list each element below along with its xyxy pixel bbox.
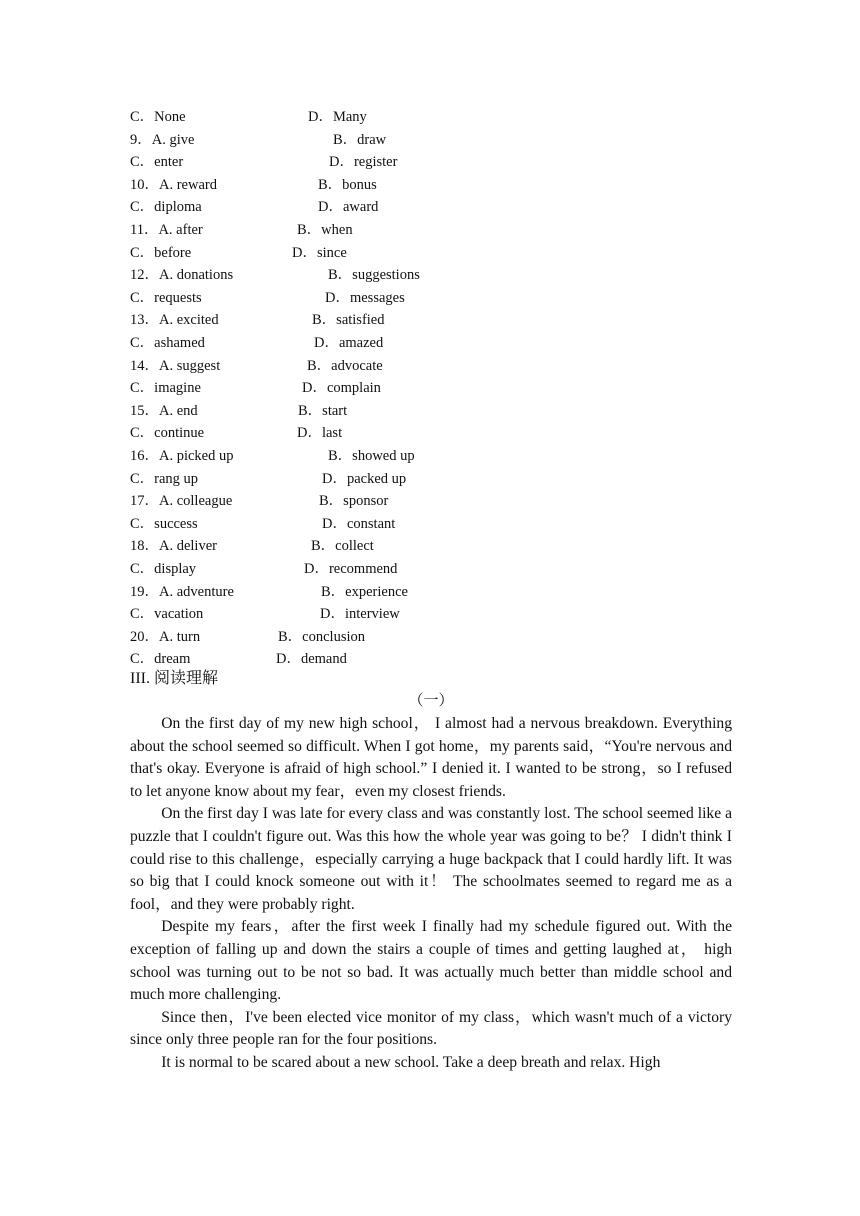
option-right: D．amazed xyxy=(314,335,384,351)
option-row xyxy=(0,445,860,467)
option-row xyxy=(0,422,860,444)
option-right: D．messages xyxy=(325,289,405,306)
option-row xyxy=(0,377,860,399)
option-left: C．continue xyxy=(130,425,205,442)
option-left: C．rang up xyxy=(130,470,199,487)
option-row xyxy=(0,106,860,128)
option-right: B．experience xyxy=(321,583,408,600)
passage-paragraph: Despite my fears，after the first week I finally had my schedule figured out. With the exception of falling up and down the stairs a couple of times and getting laughed at， high school was turning out to be not so bad. It was actually much better than middle school and much more challenging. xyxy=(130,918,732,1004)
option-left: 20．A. turn xyxy=(130,628,201,645)
option-row xyxy=(0,513,860,535)
option-row xyxy=(0,490,860,512)
option-right: B．suggestions xyxy=(328,267,420,284)
option-right: D．award xyxy=(318,199,379,216)
option-row xyxy=(0,581,860,603)
option-row xyxy=(0,648,860,670)
option-row xyxy=(0,264,860,286)
option-left: 9．A. give xyxy=(130,131,195,148)
option-right: D．complain xyxy=(302,380,381,397)
option-right: D．constant xyxy=(322,515,396,532)
option-left: 17．A. colleague xyxy=(130,493,233,510)
option-left: 18．A. deliver xyxy=(130,538,217,555)
option-left: C．dream xyxy=(130,651,191,668)
option-row xyxy=(0,535,860,557)
option-row xyxy=(0,129,860,151)
option-left: 12．A. donations xyxy=(130,267,234,284)
option-row xyxy=(0,309,860,331)
option-right: D．last xyxy=(297,425,343,442)
option-right: B．conclusion xyxy=(278,628,365,645)
option-right: B．satisfied xyxy=(312,312,385,329)
option-left: C．vacation xyxy=(130,606,204,623)
option-row xyxy=(0,558,860,580)
option-row xyxy=(0,174,860,196)
section-title: III. 阅读理解 xyxy=(130,670,218,687)
option-row xyxy=(0,355,860,377)
option-right: B．collect xyxy=(311,538,374,555)
option-right: D．Many xyxy=(308,109,367,125)
option-left: 14．A. suggest xyxy=(130,357,221,374)
option-left: C．enter xyxy=(130,154,184,171)
option-right: B．start xyxy=(298,402,348,419)
option-left: C．before xyxy=(130,244,192,261)
option-row xyxy=(0,626,860,648)
option-left: C．display xyxy=(130,561,197,577)
option-right: D．since xyxy=(292,244,347,261)
passage-paragraph: On the first day of my new high school， I almost had a nervous breakdown. Everything about the school seemed so difficult. When I got home，my parents said，“You're nervous and that's okay. Everyone is afraid of high school.” I denied it. I wanted to be strong，so I refused to let anyone know about my fear，even my closest friends. xyxy=(130,715,732,800)
option-right: B．showed up xyxy=(328,448,415,464)
option-left: 11．A. after xyxy=(130,222,203,238)
option-row xyxy=(0,287,860,309)
option-row xyxy=(0,219,860,241)
option-left: C．success xyxy=(130,515,198,532)
option-right: B．sponsor xyxy=(319,493,389,510)
option-right: B．draw xyxy=(333,131,387,148)
passage-heading: （一） xyxy=(408,693,454,709)
option-left: 16．A. picked up xyxy=(130,448,234,464)
option-row xyxy=(0,400,860,422)
option-left: C．diploma xyxy=(130,199,202,216)
option-left: 19．A. adventure xyxy=(130,583,234,600)
reading-passage xyxy=(130,713,732,1075)
option-left: C．imagine xyxy=(130,380,201,397)
option-row xyxy=(0,468,860,490)
option-left: C．ashamed xyxy=(130,335,205,351)
option-right: B．advocate xyxy=(307,357,383,374)
option-row xyxy=(0,196,860,218)
passage-paragraph: Since then，I've been elected vice monitor of my class，which wasn't much of a victory since only three people ran for the four positions. xyxy=(130,1008,732,1049)
option-row xyxy=(0,603,860,625)
option-left: C．None xyxy=(130,109,186,125)
option-right: B．bonus xyxy=(318,176,377,193)
option-right: B．when xyxy=(297,222,353,238)
option-row xyxy=(0,151,860,173)
passage-paragraph: It is normal to be scared about a new school. Take a deep breath and relax. High xyxy=(161,1053,661,1071)
option-right: D．interview xyxy=(320,606,400,623)
option-right: D．packed up xyxy=(322,470,407,487)
option-right: D．demand xyxy=(276,651,347,668)
option-row xyxy=(0,332,860,354)
option-left: 13．A. excited xyxy=(130,312,219,329)
option-right: D．recommend xyxy=(304,561,398,577)
option-row xyxy=(0,242,860,264)
passage-paragraph: On the first day I was late for every class and was constantly lost. The school seemed like a puzzle that I couldn't figure out. Was this how the whole year was going to be？ I didn't think I could rise to this challenge，especially carrying a huge backpack that I could hardly lift. It was so big that I could knock someone out with it！ The schoolmates seemed to regard me as a fool，and they were probably right. xyxy=(130,805,732,913)
option-left: C．requests xyxy=(130,289,202,306)
option-left: 15．A. end xyxy=(130,402,198,419)
option-left: 10．A. reward xyxy=(130,176,217,193)
option-right: D．register xyxy=(329,154,398,171)
